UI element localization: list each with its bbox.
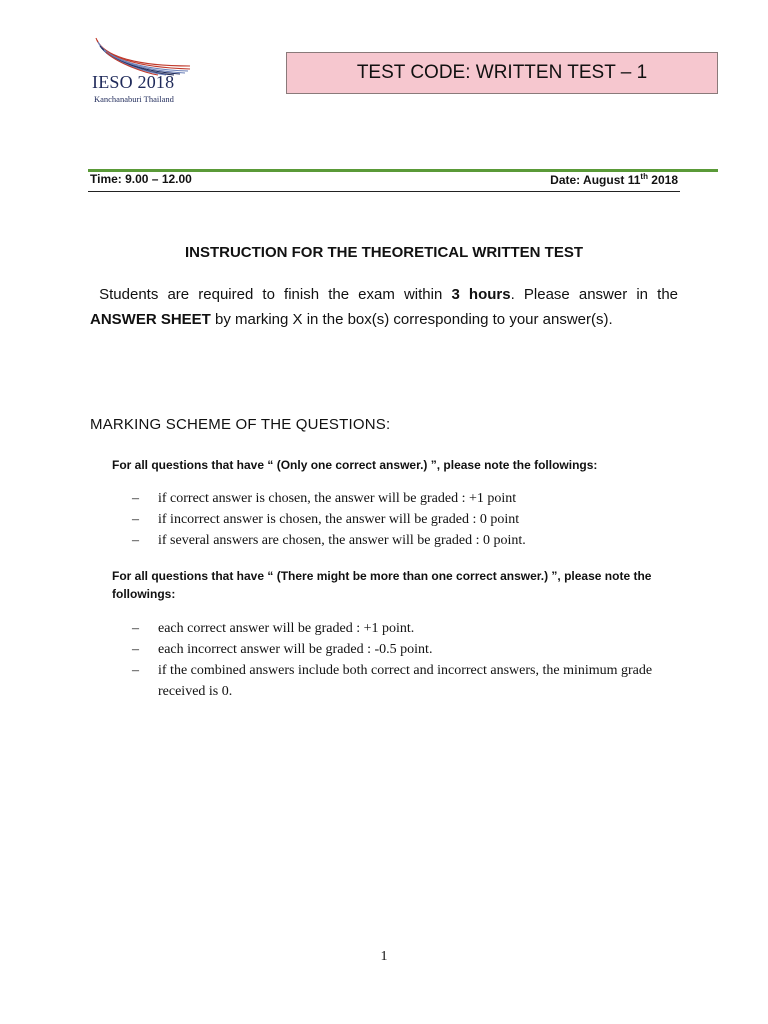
dash-bullet: – bbox=[132, 642, 139, 657]
dash-bullet: – bbox=[132, 491, 139, 506]
exam-date-ordinal: th bbox=[640, 172, 648, 181]
exam-date-year: 2018 bbox=[647, 173, 678, 187]
list-item bbox=[132, 639, 672, 660]
single-answer-note: For all questions that have “ (Only one correct answer.) ”, please note the followings: bbox=[112, 458, 598, 472]
list-item bbox=[132, 488, 672, 509]
rule-text: if incorrect answer is chosen, the answer will be graded : 0 point bbox=[158, 512, 520, 527]
test-code-banner bbox=[286, 52, 718, 94]
logo-subtitle: Kanchanaburi Thailand bbox=[94, 94, 174, 104]
list-item bbox=[132, 618, 672, 639]
rule-text: if several answers are chosen, the answer will be graded : 0 point. bbox=[158, 533, 526, 548]
intro-duration: 3 hours bbox=[451, 286, 511, 303]
dash-bullet: – bbox=[132, 663, 139, 678]
ieso-logo bbox=[90, 36, 200, 106]
logo-title: IESO 2018 bbox=[92, 72, 175, 92]
instruction-paragraph bbox=[90, 282, 678, 332]
dash-bullet: – bbox=[132, 533, 139, 548]
list-item bbox=[132, 660, 672, 702]
single-answer-rules bbox=[132, 488, 672, 551]
meta-divider bbox=[88, 191, 680, 192]
dash-bullet: – bbox=[132, 621, 139, 636]
exam-date bbox=[550, 172, 678, 187]
test-code-text: TEST CODE: WRITTEN TEST – 1 bbox=[356, 62, 648, 83]
rule-text: if the combined answers include both correct and incorrect answers, the minimum grade received is 0. bbox=[158, 663, 653, 699]
instruction-heading: INSTRUCTION FOR THE THEORETICAL WRITTEN TEST bbox=[184, 244, 584, 261]
intro-part1: Students are required to finish the exam within bbox=[99, 286, 452, 303]
list-item bbox=[132, 530, 672, 551]
exam-meta-row bbox=[90, 172, 678, 190]
page-number: 1 bbox=[380, 949, 388, 964]
dash-bullet: – bbox=[132, 512, 139, 527]
intro-part2: . Please answer in the bbox=[510, 286, 678, 303]
marking-scheme-title: MARKING SCHEME OF THE QUESTIONS: bbox=[90, 416, 391, 433]
list-item bbox=[132, 509, 672, 530]
rule-text: each correct answer will be graded : +1 point. bbox=[158, 621, 415, 636]
rule-text: each incorrect answer will be graded : -0.5 point. bbox=[158, 642, 433, 657]
exam-time: Time: 9.00 – 12.00 bbox=[90, 172, 192, 186]
ieso-wave-emblem-icon bbox=[90, 36, 200, 76]
rule-text: if correct answer is chosen, the answer will be graded : +1 point bbox=[158, 491, 517, 506]
exam-date-prefix: Date: August 11 bbox=[550, 173, 641, 187]
multiple-answer-note: For all questions that have “ (There might be more than one correct answer.) ”, please note the followings: bbox=[112, 569, 652, 601]
multiple-answer-rules bbox=[132, 618, 672, 702]
intro-answer-sheet: ANSWER SHEET bbox=[90, 311, 211, 328]
intro-part3: by marking X in the box(s) corresponding to your answer(s). bbox=[210, 311, 613, 328]
